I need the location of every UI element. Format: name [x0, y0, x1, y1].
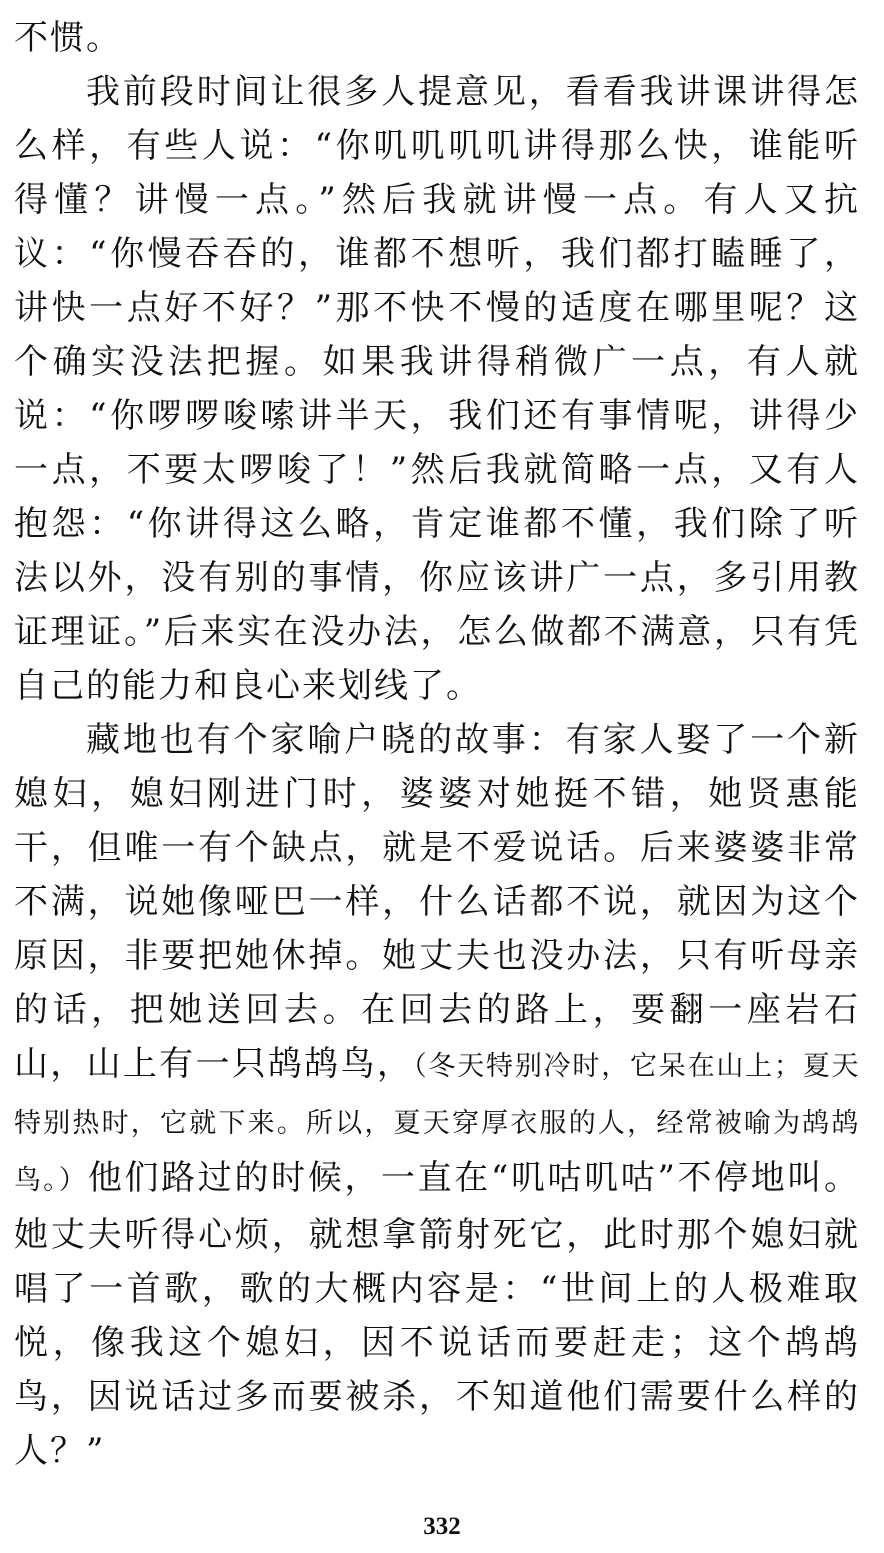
paragraph-continuation: 不惯。 [14, 18, 122, 58]
story-text-before-note: 藏地也有个家喻户晓的故事：有家人娶了一个新媳妇，媳妇刚进门时，婆婆对她挺不错，她贤惠能干，但唯一有个缺点，就是不爱说话。后来婆婆非常不满，说她像哑巴一样，什么话都不说，就因为这个原因，非要把她休掉。她丈夫也没办法，只有听母亲的话，把她送回去。在回去的路上，要翻一座岩石山，山上有一只鸪鸪鸟， [14, 720, 860, 1084]
paragraph-feedback: 我前段时间让很多人提意见，看看我讲课讲得怎么样，有些人说：“你叽叽叽叽讲得那么快，谁能听得懂？讲慢一点。”然后我就讲慢一点。有人又抗议：“你慢吞吞的，谁都不想听，我们都打瞌睡了，讲快一点好不好？”那不快不慢的适度在哪里呢？这个确实没法把握。如果我讲得稍微广一点，有人就说：“你啰啰唆嗦讲半天，我们还有事情呢，讲得少一点，不要太啰唆了！”然后我就简略一点，又有人抱怨：“你讲得这么略，肯定谁都不懂，我们除了听法以外，没有别的事情，你应该讲广一点，多引用教证理证。”后来实在没办法，怎么做都不满意，只有凭自己的能力和良心来划线了。 [14, 72, 860, 706]
paragraph-story [14, 713, 860, 1478]
page-number: 332 [423, 1513, 461, 1540]
book-page [14, 0, 860, 1478]
story-text-after-note: 他们路过的时候，一直在“叽咕叽咕”不停地叫。她丈夫听得心烦，就想拿箭射死它，此时那个媳妇就唱了一首歌，歌的大概内容是：“世间上的人极难取悦，像我这个媳妇，因不说话而要赶走；这个鸪鸪鸟，因说话过多而要被杀，不知道他们需要什么样的人？” [14, 1158, 860, 1471]
inline-note: （冬天特别冷时，它呆在山上；夏天特别热时，它就下来。所以，夏天穿厚衣服的人，经常被喻为鸪鸪鸟。） [14, 1051, 861, 1196]
